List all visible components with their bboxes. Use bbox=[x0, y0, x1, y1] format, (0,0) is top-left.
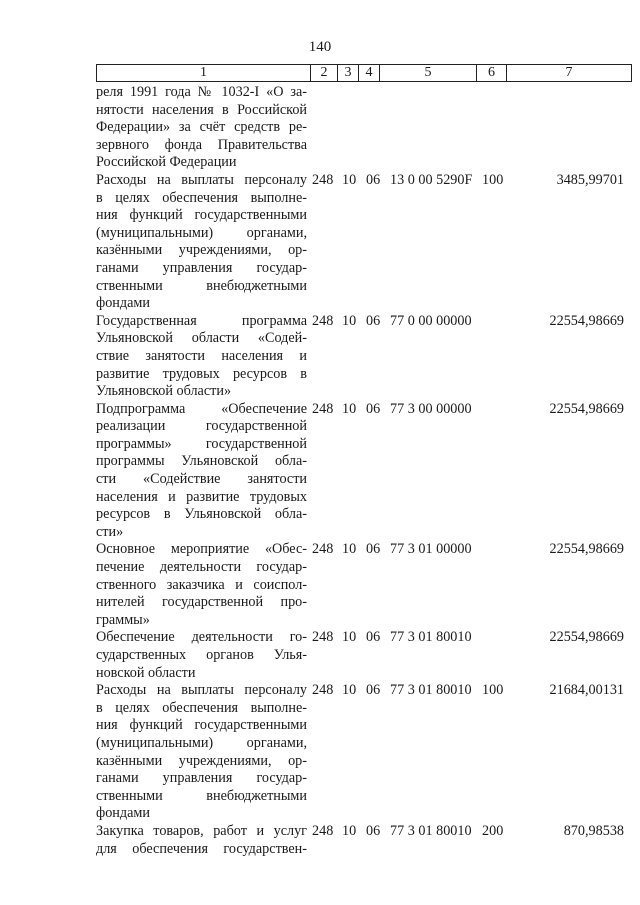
column-header-2: 2 bbox=[311, 65, 338, 81]
row-code-admin: 248 bbox=[312, 629, 334, 646]
description-line: в целях обеспечения выполне- bbox=[96, 189, 307, 206]
row-code-admin: 248 bbox=[312, 541, 334, 558]
description-line: ственного заказчика и соиспол- bbox=[96, 576, 307, 593]
description-line: населения и развитие трудовых bbox=[96, 488, 307, 505]
description-line: реля 1991 года № 1032-I «О за- bbox=[96, 84, 307, 100]
description-line: Закупка товаров, работ и услуг bbox=[96, 822, 307, 839]
row-code-admin: 248 bbox=[312, 400, 334, 417]
row-description bbox=[96, 823, 310, 858]
column-header-1: 1 bbox=[97, 65, 311, 81]
description-line: казёнными учреждениями, ор- bbox=[96, 242, 307, 259]
row-description bbox=[96, 84, 310, 172]
description-line: в целях обеспечения выполне- bbox=[96, 699, 307, 716]
row-amount: 870,98538 bbox=[563, 822, 624, 839]
row-code-expense-type: 200 bbox=[482, 822, 504, 839]
description-line: ганами управления государ- bbox=[96, 259, 307, 276]
column-header-3: 3 bbox=[338, 65, 359, 81]
description-line: нятости населения в Российской bbox=[96, 101, 307, 118]
description-line: зервного фонда Правительства bbox=[96, 136, 307, 153]
row-code-expense-type bbox=[482, 629, 512, 682]
description-line: Ульяновской области» bbox=[96, 383, 232, 400]
row-code-target: 77 3 01 80010 bbox=[390, 822, 472, 839]
description-line: ственными внебюджетными bbox=[96, 787, 307, 804]
column-header-5: 5 bbox=[380, 65, 477, 81]
description-line: для обеспечения государствен- bbox=[96, 840, 307, 857]
row-description bbox=[96, 313, 310, 401]
row-code-subsection bbox=[366, 84, 390, 172]
description-line: печение деятельности государ- bbox=[96, 559, 307, 576]
description-line: ресурсов в Ульяновской обла- bbox=[96, 506, 307, 523]
description-line: фондами bbox=[96, 295, 150, 312]
description-line: сударственных органов Улья- bbox=[96, 647, 307, 663]
description-line: Ульяновской области «Содей- bbox=[96, 330, 307, 347]
description-line: Подпрограмма «Обеспечение bbox=[96, 400, 307, 417]
table-row bbox=[96, 313, 632, 401]
row-code-target: 77 3 00 00000 bbox=[390, 400, 472, 417]
description-line: ния функций государственными bbox=[96, 207, 307, 224]
row-code-target bbox=[390, 84, 482, 172]
description-line: сти «Содействие занятости bbox=[96, 471, 307, 488]
row-code-section: 10 bbox=[342, 682, 357, 699]
row-code-section: 10 bbox=[342, 629, 357, 646]
description-line: Расходы на выплаты персоналу bbox=[96, 171, 307, 188]
description-line: граммы» bbox=[96, 611, 150, 628]
row-code-subsection: 06 bbox=[366, 682, 381, 699]
row-description bbox=[96, 401, 310, 542]
description-line: Обеспечение деятельности го- bbox=[96, 629, 307, 646]
row-code-target: 77 3 01 80010 bbox=[390, 629, 472, 646]
row-code-expense-type bbox=[482, 401, 512, 542]
row-amount: 22554,98669 bbox=[549, 312, 624, 329]
row-code-section: 10 bbox=[342, 312, 357, 329]
row-code-section bbox=[342, 84, 366, 172]
column-header-7: 7 bbox=[565, 65, 573, 80]
row-code-admin: 248 bbox=[312, 682, 334, 699]
column-header-4: 4 bbox=[359, 65, 380, 81]
row-code-subsection: 06 bbox=[366, 629, 381, 646]
description-line: Федерации» за счёт средств ре- bbox=[96, 119, 307, 136]
description-line: Основное мероприятие «Обес- bbox=[96, 541, 307, 558]
description-line: Государственная программа bbox=[96, 312, 307, 329]
table-row bbox=[96, 629, 632, 682]
row-code-expense-type bbox=[482, 313, 512, 401]
description-line: фондами bbox=[96, 805, 150, 822]
table-row bbox=[96, 541, 632, 629]
description-line: нителей государственной про- bbox=[96, 594, 307, 611]
row-code-section: 10 bbox=[342, 400, 357, 417]
row-code-target: 13 0 00 5290F bbox=[390, 171, 473, 188]
row-code-admin: 248 bbox=[312, 312, 334, 329]
description-line: ствие занятости населения и bbox=[96, 347, 307, 364]
row-code-target: 77 3 01 80010 bbox=[390, 682, 472, 699]
row-amount: 22554,98669 bbox=[549, 400, 624, 417]
row-code-section: 10 bbox=[342, 541, 357, 558]
row-code-subsection: 06 bbox=[366, 171, 381, 188]
description-line: ственными внебюджетными bbox=[96, 277, 307, 294]
table-header-row bbox=[96, 64, 632, 82]
row-description bbox=[96, 682, 310, 823]
description-line: Российской Федерации bbox=[96, 154, 237, 171]
row-description bbox=[96, 541, 310, 629]
description-line: программы Ульяновской обла- bbox=[96, 453, 307, 470]
row-code-expense-type: 100 bbox=[482, 171, 504, 188]
row-code-expense-type bbox=[482, 84, 512, 172]
row-code-target: 77 3 01 00000 bbox=[390, 541, 472, 558]
row-code-subsection: 06 bbox=[366, 312, 381, 329]
table-row bbox=[96, 823, 632, 858]
row-code-admin bbox=[310, 84, 342, 172]
table-row bbox=[96, 172, 632, 313]
description-line: сти» bbox=[96, 523, 124, 540]
table-row bbox=[96, 401, 632, 542]
row-code-admin: 248 bbox=[312, 171, 334, 188]
table-row bbox=[96, 682, 632, 823]
row-description bbox=[96, 172, 310, 313]
page-number: 140 bbox=[308, 39, 332, 55]
row-amount: 22554,98669 bbox=[549, 629, 624, 646]
description-line: новской области bbox=[96, 664, 196, 681]
description-line: ния функций государственными bbox=[96, 717, 307, 734]
row-amount: 21684,00131 bbox=[549, 682, 624, 699]
description-line: Расходы на выплаты персоналу bbox=[96, 682, 307, 699]
description-line: реализации государственной bbox=[96, 418, 307, 435]
description-line: программы» государственной bbox=[96, 435, 307, 452]
row-code-expense-type: 100 bbox=[482, 682, 504, 699]
description-line: (муниципальными) органами, bbox=[96, 224, 307, 241]
description-line: (муниципальными) органами, bbox=[96, 734, 307, 751]
row-code-section: 10 bbox=[342, 171, 357, 188]
row-code-subsection: 06 bbox=[366, 822, 381, 839]
column-header-6: 6 bbox=[477, 65, 507, 81]
row-amount bbox=[512, 84, 626, 172]
description-line: развитие трудовых ресурсов в bbox=[96, 365, 307, 382]
row-code-subsection: 06 bbox=[366, 400, 381, 417]
table-row bbox=[96, 84, 632, 172]
table-body bbox=[96, 84, 632, 858]
row-code-subsection: 06 bbox=[366, 541, 381, 558]
row-code-expense-type bbox=[482, 541, 512, 629]
row-description bbox=[96, 629, 310, 682]
row-code-admin: 248 bbox=[312, 822, 334, 839]
row-amount: 3485,99701 bbox=[556, 171, 624, 188]
description-line: казёнными учреждениями, ор- bbox=[96, 752, 307, 769]
description-line: ганами управления государ- bbox=[96, 770, 307, 787]
row-code-target: 77 0 00 00000 bbox=[390, 312, 472, 329]
row-amount: 22554,98669 bbox=[549, 541, 624, 558]
row-code-section: 10 bbox=[342, 822, 357, 839]
